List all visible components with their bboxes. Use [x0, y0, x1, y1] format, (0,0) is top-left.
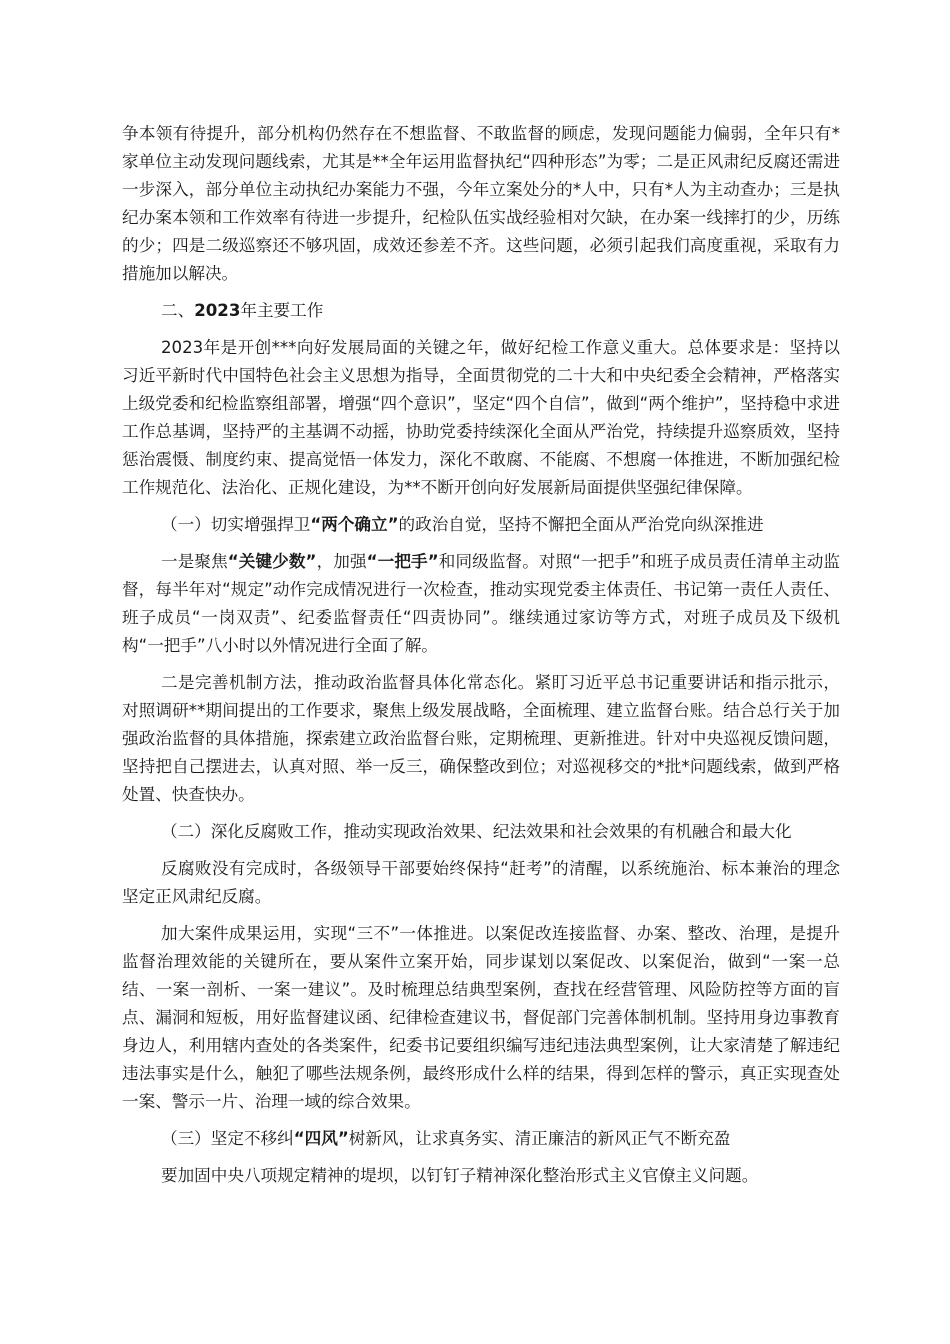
section-3-part-c: 树新风，让求真务实、清正廉洁的新风正气不断充盈: [348, 1129, 731, 1148]
paragraph-anti-corruption: 反腐败没有完成时，各级领导干部要始终保持“赶考”的清醒，以系统施治、标本兼治的理念坚定正风肃纪反腐。: [122, 859, 840, 906]
p3-part-a: 一是聚焦: [161, 552, 228, 571]
paragraph-key-minority: [122, 548, 840, 660]
section-1-part-b: “两个确立”: [310, 515, 399, 534]
section-1-part-a: （一）切实增强捍卫: [161, 515, 311, 534]
section-1-part-c: 的政治自觉，坚持不懈把全面从严治党向纵深推进: [398, 515, 764, 534]
p3-part-c: ，加强: [316, 552, 367, 571]
paragraph-problems: 争本领有待提升，部分机构仍然存在不想监督、不敢监督的顾虑，发现问题能力偏弱，全年只有*家单位主动发现问题线索，尤其是**全年运用监督执纪“四种形态”为零；二是正风肃纪反腐还需进一步深入，部分单位主动执纪办案能力不强，今年立案处分的*人中，只有*人为主动查办；三是执纪办案本领和工作效率有待进一步提升，纪检队伍实战经验相对欠缺，在办案一线摔打的少，历练的少；四是二级巡察还不够巩固，成效还参差不齐。这些问题，必须引起我们高度重视，采取有力措施加以解决。: [122, 124, 840, 283]
section-3-part-a: （三）坚定不移纠: [161, 1129, 294, 1148]
section-heading-3: [122, 1125, 840, 1153]
heading-prefix: 二、: [161, 301, 195, 320]
paragraph-mechanism: 二是完善机制方法，推动政治监督具体化常态化。紧盯习近平总书记重要讲话和指示批示，对照调研**期间提出的工作要求，聚焦上级发展战略，全面梳理、建立监督台账。结合总行关于加强政治监督的具体措施，探索建立政治监督台账，定期梳理、更新推进。针对中央巡视反馈问题，坚持把自己摆进去，认真对照、举一反三，确保整改到位；对巡视移交的*批*问题线索，做到严格处置、快查快办。: [122, 673, 840, 804]
p3-part-b: “关键少数”: [227, 552, 317, 571]
paragraph-overall-requirements: 2023年是开创***向好发展局面的关键之年，做好纪检工作意义重大。总体要求是：坚持以习近平新时代中国特色社会主义思想为指导，全面贯彻党的二十大和中央纪委全会精神，严格落实上级党委和纪检监察组部署，增强“四个意识”，坚定“四个自信”，做到“两个维护”，坚持稳中求进工作总基调，坚持严的主基调不动摇，协助党委持续深化全面从严治党，持续提升巡察质效，坚持惩治震慑、制度约束、提高觉悟一体发力，深化不敢腐、不能腐、不想腐一体推进，不断加强纪检工作规范化、法治化、正规化建设，为**不断开创向好发展新局面提供坚强纪律保障。: [122, 338, 840, 497]
p3-part-d: “一把手”: [366, 552, 439, 571]
heading-year: 2023: [194, 301, 241, 320]
document-body: [122, 120, 840, 1199]
p3-part-e: 和同级监督。对照“一把手”和班子成员责任清单主动监督，每半年对“规定”动作完成情况进行一次检查，推动实现党委主体责任、书记第一责任人责任、班子成员“一岗双责”、纪委监督责任“四责协同”。继续通过家访等方式，对班子成员及下级机构“一把手”八小时以外情况进行全面了解。: [122, 552, 841, 655]
section-heading-1: [122, 511, 840, 539]
heading-2023-main-work: [122, 297, 840, 325]
section-3-part-b: “四风”: [293, 1129, 349, 1148]
section-heading-2: （二）深化反腐败工作，推动实现政治效果、纪法效果和社会效果的有机融合和最大化: [161, 822, 792, 841]
heading-suffix: 年主要工作: [240, 301, 324, 320]
paragraph-eight-rules: 要加固中央八项规定精神的堤坝，以钉钉子精神深化整治形式主义官僚主义问题。: [161, 1166, 759, 1185]
paragraph-case-results: 加大案件成果运用，实现“三不”一体推进。以案促改连接监督、办案、整改、治理，是提升监督治理效能的关键所在，要从案件立案开始，同步谋划以案促改、以案促治，做到“一案一总结、一案一剖析、一案一建议”。及时梳理总结典型案例，查找在经营管理、风险防控等方面的盲点、漏洞和短板，用好监督建议函、纪律检查建议书，督促部门完善体制机制。坚持用身边事教育身边人，利用辖内查处的各类案件，纪委书记要组织编写违纪违法典型案例，让大家清楚了解违纪违法事实是什么，触犯了哪些法规条例，最终形成什么样的结果，得到怎样的警示，真正实现查处一案、警示一片、治理一域的综合效果。: [122, 924, 840, 1111]
